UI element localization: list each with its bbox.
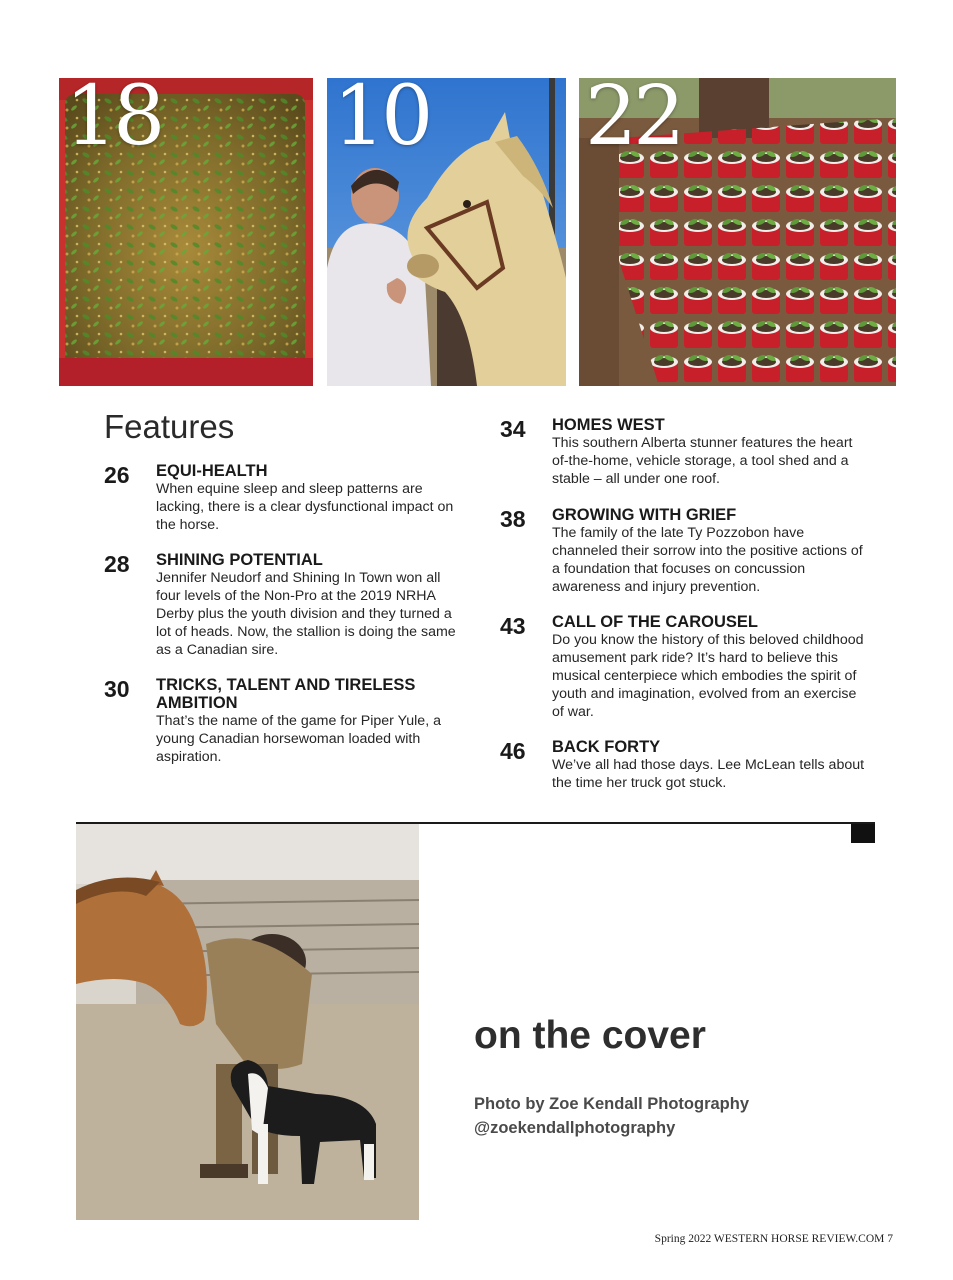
cowboy-horse-dog-photo-icon (76, 824, 419, 1220)
feature-page-number: 30 (104, 676, 130, 702)
feature-page-number: 34 (500, 416, 526, 442)
page-number-10: 10 (333, 78, 430, 164)
feature-title: HOMES WEST (552, 416, 665, 434)
feature-page-number: 43 (500, 613, 526, 639)
feature-description: That’s the name of the game for Piper Yule, a young Canadian horsewoman loaded with aspiration. (156, 713, 441, 765)
square-marker (851, 824, 875, 843)
cover-title: on the cover (474, 1014, 706, 1057)
feature-page-number: 38 (500, 506, 526, 532)
features-heading: Features (104, 408, 235, 445)
cover-photo (76, 824, 419, 1220)
photo-seedlings (579, 78, 896, 386)
feature-title: SHINING POTENTIAL (156, 551, 323, 569)
feature-description: Do you know the history of this beloved childhood amusement park ride? It’s hard to believe this musical centerpiece which embodies the spirit of youth and imagination, evolved from an exercise of war. (552, 632, 864, 720)
page-number-18: 18 (65, 78, 162, 164)
feature-title: BACK FORTY (552, 738, 661, 756)
cover-credit-handle[interactable]: @zoekendallphotography (474, 1119, 676, 1137)
photo-horse-and-man (327, 78, 566, 386)
page-number-22: 22 (585, 78, 682, 164)
feature-page-number: 46 (500, 738, 526, 764)
feature-title: GROWING WITH GRIEF (552, 506, 737, 524)
cover-credit-line: Photo by Zoe Kendall Photography (474, 1095, 750, 1113)
feature-title: CALL OF THE CAROUSEL (552, 613, 758, 631)
feature-description: Jennifer Neudorf and Shining In Town won all four levels of the Non-Pro at the 2019 NRHA Derby plus the youth division and they turned a lot of heads. Now, the stallion is doing the same as a Canadian sire. (156, 570, 456, 658)
feature-description: The family of the late Ty Pozzobon have channeled their sorrow into the positive actions of a foundation that focuses on concussion awareness and injury prevention. (552, 525, 863, 595)
feature-description: When equine sleep and sleep patterns are lacking, there is a clear dysfunctional impact on the horse. (156, 481, 454, 533)
feature-title: TRICKS, TALENT AND TIRELESS AMBITION (156, 676, 416, 712)
page-footer: Spring 2022 WESTERN HORSE REVIEW.COM 7 (654, 1233, 893, 1245)
photo-lasagna (59, 78, 313, 386)
feature-title: EQUI-HEALTH (156, 462, 268, 480)
feature-page-number: 26 (104, 462, 130, 488)
feature-page-number: 28 (104, 551, 130, 577)
feature-description: We’ve all had those days. Lee McLean tells about the time her truck got stuck. (552, 757, 865, 791)
feature-description: This southern Alberta stunner features the heart of-the-home, vehicle storage, a tool shed and a stable – all under one roof. (552, 435, 853, 487)
cover-credit (474, 1092, 749, 1140)
